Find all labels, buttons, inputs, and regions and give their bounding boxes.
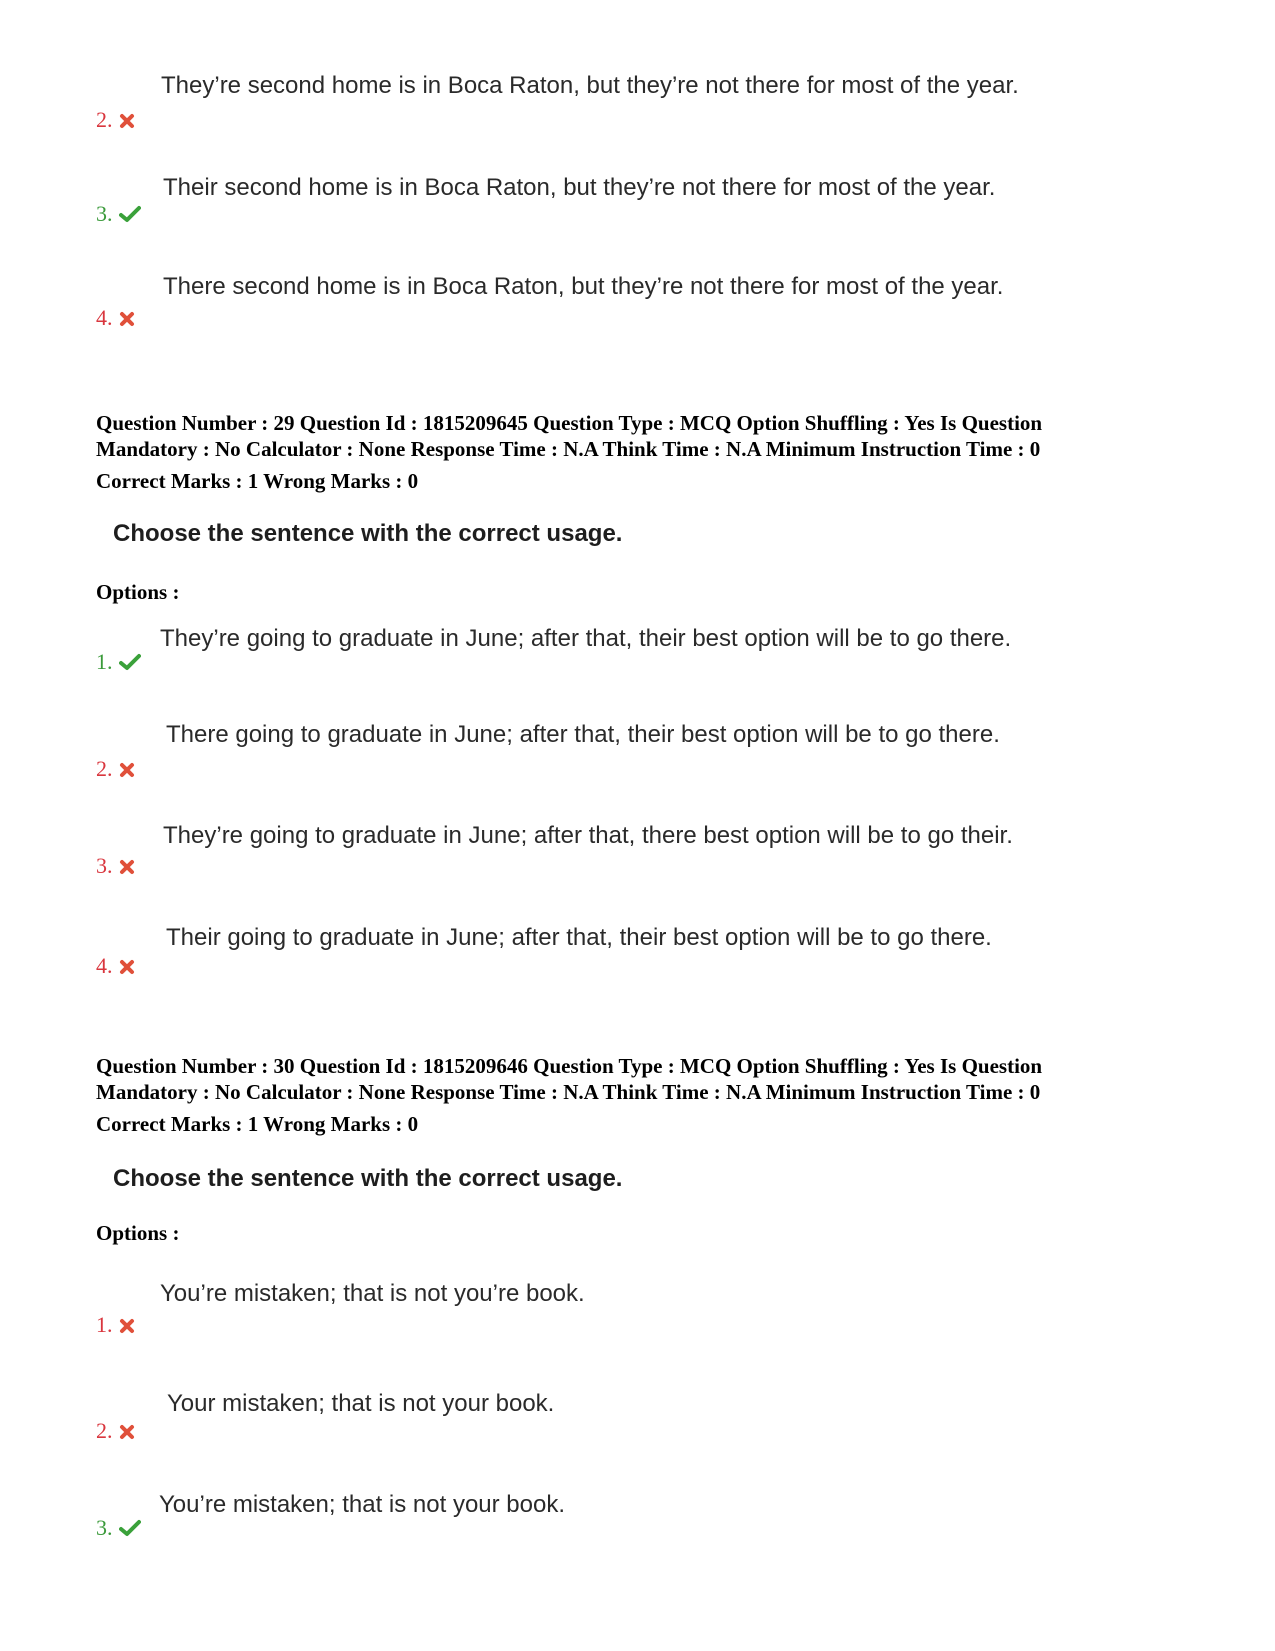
meta-line-1: Question Number : 29 Question Id : 1815209645 Question Type : MCQ Option Shuffling : Yes Is Question (96, 411, 1043, 435)
meta-line-2: Mandatory : No Calculator : None Response Time : N.A Think Time : N.A Minimum Instruction Time : 0 (96, 1080, 1041, 1104)
cross-mark-icon (119, 308, 135, 332)
option-text: They’re going to graduate in June; after that, there best option will be to go their. (163, 822, 1013, 849)
option-number: 3. (96, 854, 135, 880)
cross-mark-icon (119, 1315, 135, 1339)
option-text: There second home is in Boca Raton, but they’re not there for most of the year. (163, 273, 1004, 300)
option-text: Your mistaken; that is not your book. (167, 1390, 555, 1417)
meta-line-2: Mandatory : No Calculator : None Response Time : N.A Think Time : N.A Minimum Instruction Time : 0 (96, 437, 1041, 461)
option-number: 1. (96, 650, 141, 676)
option-number: 2. (96, 1419, 135, 1445)
option-number: 3. (96, 202, 141, 228)
option-text: You’re mistaken; that is not you’re book. (160, 1280, 585, 1307)
option-text: They’re going to graduate in June; after that, their best option will be to go there. (160, 625, 1012, 652)
option-text: Their going to graduate in June; after that, their best option will be to go there. (166, 924, 992, 951)
question-meta-29 (96, 410, 1196, 494)
option-text: You’re mistaken; that is not your book. (159, 1491, 566, 1518)
option-number: 3. (96, 1516, 141, 1542)
option-text: Their second home is in Boca Raton, but they’re not there for most of the year. (163, 174, 996, 201)
cross-mark-icon (119, 110, 135, 134)
option-number: 4. (96, 954, 135, 980)
check-mark-icon (119, 652, 141, 676)
option-number: 2. (96, 108, 135, 134)
option-text: They’re second home is in Boca Raton, but they’re not there for most of the year. (161, 72, 1019, 99)
cross-mark-icon (119, 759, 135, 783)
option-number: 4. (96, 306, 135, 332)
option-text: There going to graduate in June; after that, their best option will be to go there. (166, 721, 1000, 748)
question-meta-30 (96, 1053, 1196, 1137)
options-label-29: Options : (96, 580, 180, 604)
cross-mark-icon (119, 1421, 135, 1445)
check-mark-icon (119, 204, 141, 228)
cross-mark-icon (119, 856, 135, 880)
options-label-30: Options : (96, 1221, 180, 1245)
option-number: 1. (96, 1313, 135, 1339)
marks-line: Correct Marks : 1 Wrong Marks : 0 (96, 469, 419, 493)
meta-line-1: Question Number : 30 Question Id : 1815209646 Question Type : MCQ Option Shuffling : Yes Is Question (96, 1054, 1043, 1078)
marks-line: Correct Marks : 1 Wrong Marks : 0 (96, 1112, 419, 1136)
check-mark-icon (119, 1518, 141, 1542)
cross-mark-icon (119, 956, 135, 980)
option-number: 2. (96, 757, 135, 783)
question-text-29: Choose the sentence with the correct usage. (113, 520, 623, 547)
question-text-30: Choose the sentence with the correct usage. (113, 1165, 623, 1192)
